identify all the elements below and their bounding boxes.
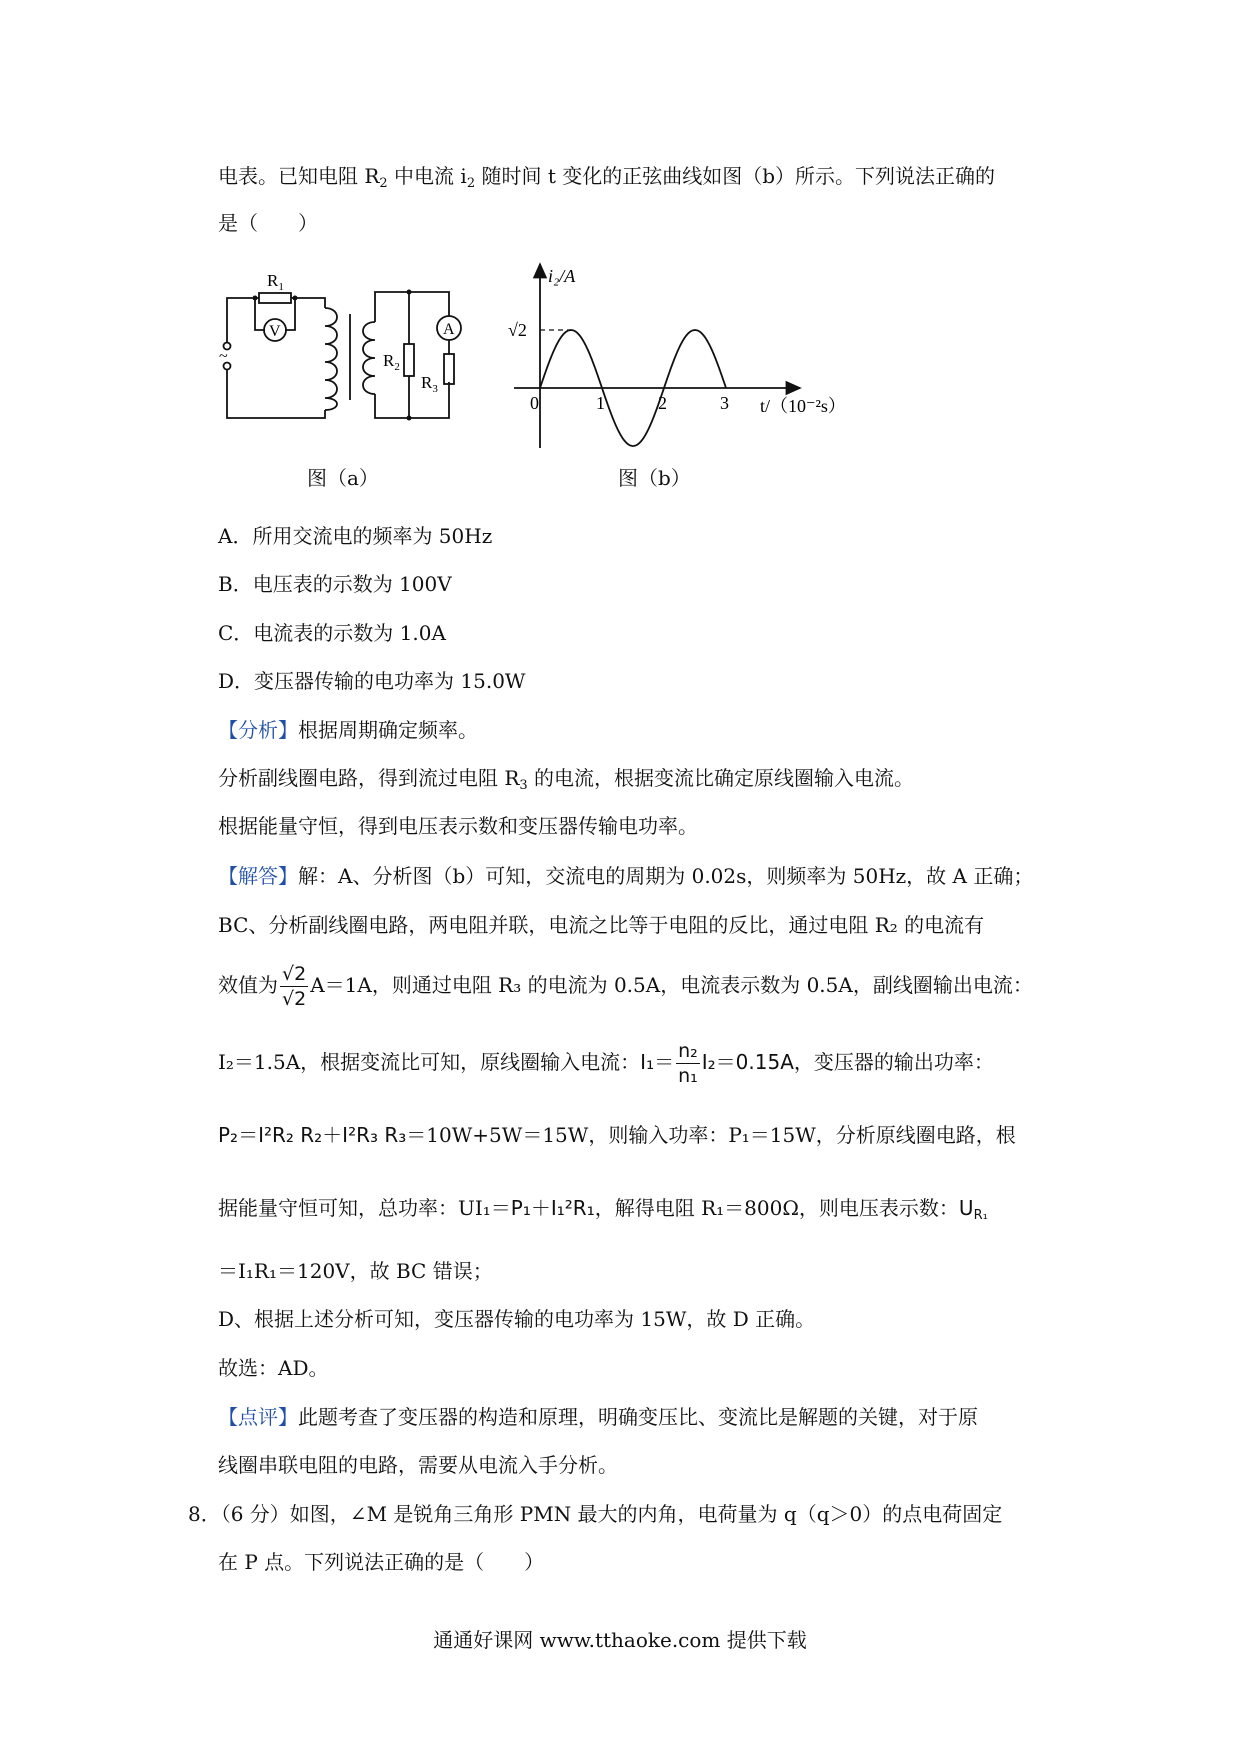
x-axis-label: t/（10⁻²s）: [760, 396, 846, 416]
x-tick-label: 1: [596, 393, 605, 413]
analysis-line-3: 根据能量守恒，得到电压表示数和变压器传输电功率。: [218, 814, 698, 838]
y-axis-label: i₂/A: [548, 266, 576, 286]
option-a: A．所用交流电的频率为 50Hz: [218, 524, 493, 548]
x-tick-label: 2: [658, 393, 667, 413]
solution-line-9: 故选：AD。: [218, 1356, 329, 1380]
resistor-r3: [444, 354, 454, 384]
figure-a-caption: 图（a）: [307, 466, 379, 490]
label-r3: $R_3$: [421, 373, 438, 395]
solution-line-4: I₂＝1.5A，根据变流比可知，原线圈输入电流：I₁＝ $\frac{\text{n₂}}{\text{n₁}}$ I₂＝0.15A，变压器的输出功率：: [218, 1040, 994, 1087]
x-tick-label: 0: [530, 393, 539, 413]
solution-line-5: P₂＝I²R₂ R₂＋I²R₃ R₃＝10W+5W＝15W，则输入功率：P₁＝15W，分析原线圈电路，根: [218, 1123, 1016, 1147]
x-tick-label: 3: [720, 393, 729, 413]
option-c: C．电流表的示数为 1.0A: [218, 621, 446, 645]
figure-b-caption: 图（b）: [618, 466, 691, 490]
label-a: A: [443, 321, 455, 338]
comment-tag: 【点评】: [218, 1405, 298, 1429]
figure-a-circuit: [215, 262, 495, 432]
label-v: V: [269, 323, 281, 340]
power-formula: P₂＝I²R₂ R₂＋I²R₃ R₃: [218, 1123, 407, 1147]
page-footer: 通通好课网 www.tthaoke.com 提供下载: [433, 1628, 807, 1652]
solution-tag: 【解答】: [218, 864, 298, 888]
analysis-tag: 【分析】: [218, 718, 298, 742]
question-stem-line-1: 电表。已知电阻 $R_2$ 中电流 $i_2$ 随时间 t 变化的正弦曲线如图（b）所示。下列说法正确的: [218, 164, 996, 191]
analysis-line-1: 【分析】根据周期确定频率。: [218, 718, 478, 742]
comment-line-1: 【点评】此题考查了变压器的构造和原理，明确变压比、变流比是解题的关键，对于原: [218, 1405, 978, 1429]
comment-line-2: 线圈串联电阻的电路，需要从电流入手分析。: [218, 1453, 618, 1477]
resistor-r1: [259, 293, 291, 303]
option-d: D．变压器传输的电功率为 15.0W: [218, 669, 526, 693]
question-8-line-2: 在 P 点。下列说法正确的是（ ）: [218, 1550, 545, 1574]
y-tick-label: √2: [508, 320, 527, 340]
question-stem-line-2: 是（ ）: [218, 211, 318, 235]
solution-line-1: 【解答】解：A、分析图（b）可知，交流电的周期为 0.02s，则频率为 50Hz，故 A 正确；: [218, 864, 1034, 888]
analysis-line-2: 分析副线圈电路，得到流过电阻 $R_3$ 的电流，根据变流比确定原线圈输入电流。: [218, 766, 915, 793]
label-r2: $R_2$: [383, 351, 400, 373]
figure-b-chart: [500, 258, 870, 458]
solution-line-7: ＝I₁R₁＝120V，故 BC 错误；: [218, 1259, 493, 1283]
solution-line-8: D、根据上述分析可知，变压器传输的电功率为 15W，故 D 正确。: [218, 1307, 816, 1331]
label-r1: $R_1$: [267, 271, 284, 293]
solution-line-6: 据能量守恒可知，总功率：UI₁＝P₁＋I₁²R₁，解得电阻 R₁＝800Ω，则电压表示数：$U_{R_1}$: [218, 1196, 988, 1223]
option-b: B．电压表的示数为 100V: [218, 572, 452, 596]
solution-line-2: BC、分析副线圈电路，两电阻并联，电流之比等于电阻的反比，通过电阻 R₂ 的电流有: [218, 913, 985, 937]
source-symbol: ~: [219, 348, 228, 365]
question-8-line-1: 8．（6 分）如图，∠M 是锐角三角形 PMN 最大的内角，电荷量为 q（q＞0）的点电荷固定: [188, 1502, 1003, 1526]
resistor-r2: [404, 344, 414, 376]
solution-line-3: 效值为 $\frac{√2}{√2}$ A＝1A，则通过电阻 R₃ 的电流为 0.5A，电流表示数为 0.5A，副线圈输出电流：: [218, 963, 1033, 1010]
